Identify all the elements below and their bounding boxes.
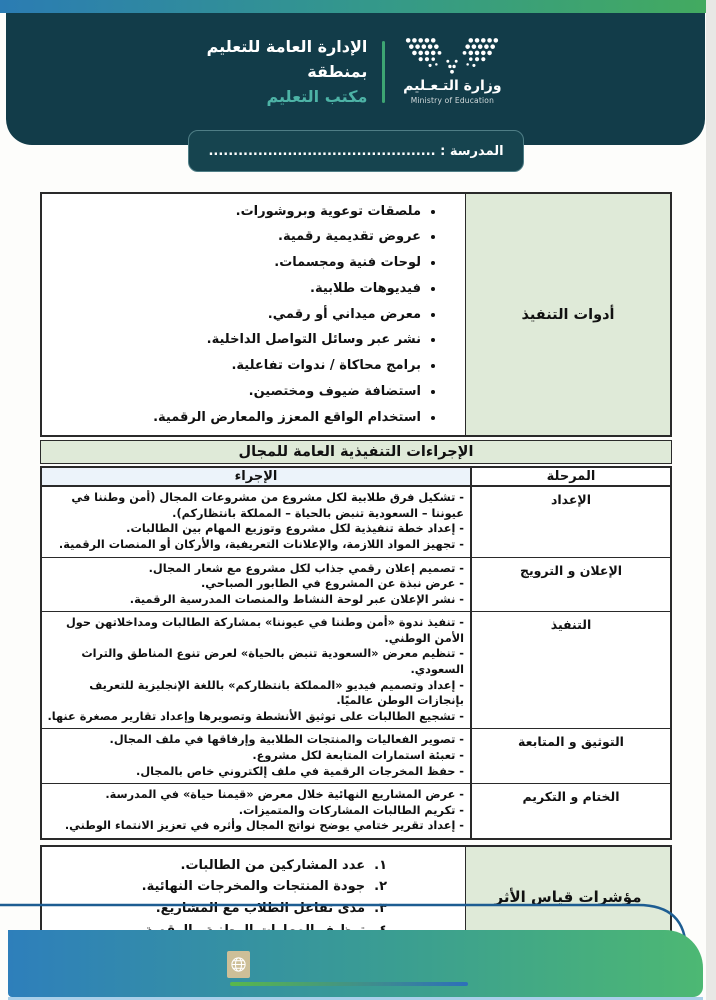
- document-body: [40, 192, 672, 949]
- action-line: - تعبئة استمارات المتابعة لكل مشروع.: [252, 748, 464, 762]
- stage-cell: التنفيذ: [471, 612, 671, 729]
- indicator-item: [50, 879, 387, 895]
- action-line: - تصوير الفعاليات والمنتجات الطلابية وإرفاقها في ملف المجال.: [109, 733, 464, 747]
- moe-dots-logo-icon: [404, 35, 500, 75]
- action-cell: [41, 784, 471, 839]
- tools-list-item: • استخدام الواقع المعزز والمعارض الرقمية.: [50, 410, 421, 426]
- table-row: [41, 557, 671, 612]
- logo-divider: [382, 41, 385, 103]
- procedures-title-bar: الإجراءات التنفيذية العامة للمجال: [40, 440, 672, 464]
- tools-list: [42, 204, 465, 426]
- indicator-item: [50, 858, 387, 874]
- action-line: - تجهيز المواد اللازمة، والإعلانات التعريفية، والأركان أو المنصات الرقمية.: [58, 537, 464, 551]
- procedures-table: [40, 466, 672, 840]
- top-gradient-strip: [0, 0, 706, 13]
- action-line: - حفظ المخرجات الرقمية في ملف إلكتروني خاص بالمجال.: [136, 764, 464, 778]
- action-cell: [41, 557, 471, 612]
- org-title-line1: الإدارة العامة للتعليم: [206, 37, 368, 56]
- stage-column-header: المرحلة: [471, 467, 671, 486]
- ministry-logo: [400, 35, 504, 105]
- tools-table: [40, 192, 672, 437]
- tools-list-item: • عروض تقديمية رقمية.: [50, 229, 421, 245]
- org-title-block: [207, 35, 368, 109]
- action-cell: [41, 612, 471, 729]
- org-title-line2: بمنطقة: [307, 61, 368, 81]
- table-row: [41, 784, 671, 839]
- stage-cell: الإعلان و الترويج: [471, 557, 671, 612]
- tools-list-item: • لوحات فنية ومجسمات.: [50, 255, 421, 271]
- scan-edge: [706, 0, 716, 1000]
- action-line: - إعداد وتصميم فيديو «المملكة بانتظاركم» باللغة الإنجليزية للتعريف بإنجازات الوطن عالميًا.: [89, 678, 464, 708]
- action-line: - تشكيل فرق طلابية لكل مشروع من مشروعات المجال (أمن وطننا في عيوننا – السعودية تنبض بالحياة – المملكة بانتظاركم).: [71, 491, 464, 520]
- tools-list-item: • معرض ميداني أو رقمي.: [50, 307, 421, 323]
- ministry-logo-arabic: وزارة التـعـليم: [403, 78, 502, 94]
- tools-list-item: • فيديوهات طلابية.: [50, 281, 421, 297]
- header-banner: [6, 13, 705, 145]
- action-line: - تشجيع الطالبات على توثيق الأنشطة وتصويرها وإعداد تقارير مصغرة عنها.: [47, 709, 464, 723]
- action-line: - تنظيم معرض «السعودية تنبض بالحياة» لعرض تنوع المناطق والتراث السعودي.: [81, 647, 464, 677]
- education-office-label: مكتب التعليم: [266, 86, 368, 106]
- tools-content-cell: [42, 194, 465, 435]
- indicator-text: عدد المشاركين من الطالبات.: [180, 857, 366, 873]
- footer-gradient-band: [8, 930, 703, 997]
- tools-list-item: • استضافة ضيوف ومختصين.: [50, 384, 421, 400]
- table-row: [41, 486, 671, 557]
- action-cell: [41, 486, 471, 557]
- action-line: - عرض نبذة عن المشروع في الطابور الصباحي.: [200, 577, 464, 591]
- action-line: - إعداد تقرير ختامي يوضح نواتج المجال وأثره في تعزيز الانتماء الوطني.: [64, 819, 464, 833]
- action-column-header: الإجراء: [41, 467, 471, 486]
- indicator-number: ١.: [374, 857, 387, 873]
- table-row: [41, 612, 671, 729]
- action-line: - إعداد خطة تنفيذية لكل مشروع وتوزيع المهام بين الطالبات.: [126, 522, 464, 536]
- table-row: [41, 729, 671, 784]
- action-line: - تكريم الطالبات المشاركات والمتميزات.: [238, 803, 464, 817]
- tools-label-cell: أدوات التنفيذ: [465, 194, 670, 435]
- action-line: - تنفيذ ندوة «أمن وطننا في عيوننا» بمشاركة الطالبات ومداخلاتهن حول الأمن الوطني.: [66, 616, 464, 645]
- procedures-header-row: [41, 467, 671, 486]
- action-cell: [41, 729, 471, 784]
- globe-icon: [227, 951, 250, 978]
- tools-list-item: • برامج محاكاة / ندوات تفاعلية.: [50, 358, 421, 374]
- indicator-number: ٢.: [374, 879, 387, 895]
- action-line: - نشر الإعلان عبر لوحة النشاط والمنصات المدرسية الرقمية.: [129, 592, 464, 606]
- stage-cell: التوثيق و المتابعة: [471, 729, 671, 784]
- ministry-logo-english: Ministry of Education: [410, 96, 495, 106]
- indicator-item: [50, 901, 387, 917]
- stage-cell: الإعداد: [471, 486, 671, 557]
- indicator-number: ٣.: [374, 901, 387, 916]
- school-name-field[interactable]: [188, 130, 524, 172]
- school-name-label: المدرسة : ..............................................: [208, 143, 504, 159]
- tools-list-item: • نشر عبر وسائل التواصل الداخلية.: [50, 332, 421, 348]
- indicator-text: جودة المنتجات والمخرجات النهائية.: [141, 879, 366, 895]
- stage-cell: الختام و التكريم: [471, 784, 671, 839]
- tools-list-item: • ملصقات توعوية وبروشورات.: [50, 204, 421, 220]
- action-line: - تصميم إعلان رقمي جذاب لكل مشروع مع شعار المجال.: [148, 561, 464, 575]
- brand-group: [6, 13, 705, 109]
- footer-accent-line: [230, 982, 468, 986]
- indicators-label-cell: مؤشرات قياس الأثر: [465, 847, 670, 947]
- indicator-text: مدى تفاعل الطلاب مع المشاريع.: [155, 901, 366, 916]
- action-line: - عرض المشاريع النهائية خلال معرض «قيمنا حياة» في المدرسة.: [105, 788, 464, 802]
